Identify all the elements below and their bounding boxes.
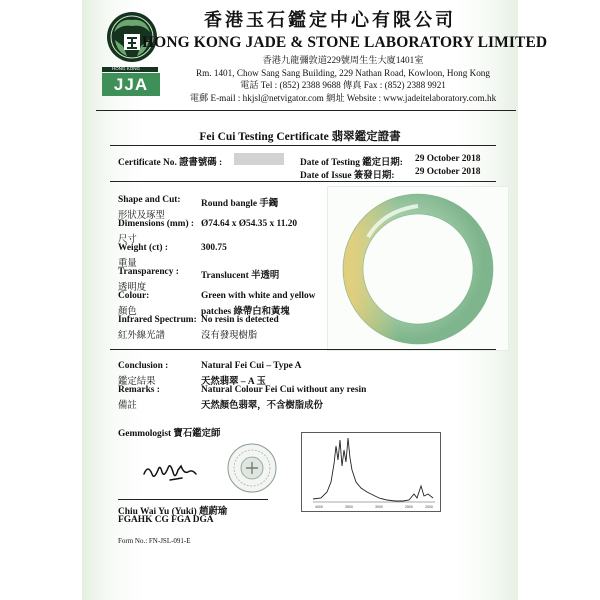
date-of-testing-label: Date of Testing 鑑定日期: xyxy=(300,158,403,168)
shape-label: Shape and Cut: xyxy=(118,195,181,205)
ir-spectrum-label-cn: 紅外線光譜 xyxy=(118,331,165,341)
company-address xyxy=(142,54,544,104)
email-website: 電郵 E-mail : hkjsl@netvigator.com 網址 Website : www.jadeitelaboratory.com.hk xyxy=(189,92,497,103)
remarks-label-cn: 備註 xyxy=(118,401,137,411)
date-of-testing-value: 29 October 2018 xyxy=(415,154,481,164)
colour-label: Colour: xyxy=(118,291,150,301)
company-name-cn: 香港玉石鑑定中心有限公司 xyxy=(204,10,456,30)
logo-band-text: HONG KONG xyxy=(112,66,141,71)
meta-divider xyxy=(110,181,496,182)
conclusion-value-cn: 天然翡翠 – A 玉 xyxy=(201,377,266,387)
gemmologist-credentials: FGAHK CG FGA DGA xyxy=(118,515,214,525)
remarks-value-cn: 天然顏色翡翠，不含樹脂成份 xyxy=(201,401,323,411)
spectrum-tick-1: 4000 xyxy=(315,505,323,509)
spectrum-tick-4: 2500 xyxy=(405,505,413,509)
weight-label: Weight (ct) : xyxy=(118,243,168,253)
address-en: Rm. 1401, Chow Sang Sang Building, 229 Nathan Road, Kowloon, Hong Kong xyxy=(196,67,490,78)
jja-logo: JJA xyxy=(102,73,160,96)
title-divider xyxy=(110,145,496,146)
form-number: Form No.: FN-JSL-091-E xyxy=(118,537,191,545)
handwritten-signature xyxy=(140,452,206,488)
conclusion-label-cn: 鑑定結果 xyxy=(118,377,156,387)
ir-spectrum-chart xyxy=(301,432,441,512)
spectrum-tick-2: 3500 xyxy=(345,505,353,509)
colour-label-cn: 顏色 xyxy=(118,307,137,317)
address-cn: 香港九龍彌敦道229號周生生大廈1401室 xyxy=(262,55,424,65)
spectrum-tick-5: 2000 xyxy=(425,505,433,509)
ir-spectrum-value: No resin is detected xyxy=(201,315,279,325)
weight-label-cn: 重量 xyxy=(118,259,137,269)
gemmologist-name: Chiu Wai Yu (Yuki) 趙蔚瑜 xyxy=(118,507,228,517)
company-name-en: HONG KONG JADE & STONE LABORATORY LIMITED xyxy=(142,34,548,51)
transparency-label: Transparency : xyxy=(118,267,179,277)
bangle-photo xyxy=(327,186,509,351)
ir-spectrum-label: Infrared Spectrum: xyxy=(118,315,197,325)
jade-bangle-image xyxy=(328,187,508,350)
remarks-value: Natural Colour Fei Cui without any resin xyxy=(201,385,367,395)
transparency-value: Translucent 半透明 xyxy=(201,271,280,281)
colour-value-line1: Green with white and yellow xyxy=(201,291,316,301)
dimensions-value: Ø74.64 x Ø54.35 x 11.20 xyxy=(201,219,298,229)
certificate-no-label: Certificate No. 證書號碼 : xyxy=(118,158,223,168)
signature-line xyxy=(118,499,268,500)
dimensions-label-cn: 尺寸 xyxy=(118,235,137,245)
shape-value: Round bangle 手鐲 xyxy=(201,199,279,209)
header-divider xyxy=(96,110,516,111)
certificate-title: Fei Cui Testing Certificate 翡翠鑑定證書 xyxy=(199,131,401,143)
colour-value-line2: patches 綠帶白和黃塊 xyxy=(201,307,290,317)
embossed-seal xyxy=(226,442,278,494)
date-of-issue-value: 29 October 2018 xyxy=(415,167,481,177)
spectrum-tick-3: 3000 xyxy=(375,505,383,509)
remarks-label: Remarks : xyxy=(118,385,160,395)
gemmologist-label: Gemmologist 寶石鑑定師 xyxy=(118,429,221,439)
transparency-label-cn: 透明度 xyxy=(118,283,147,293)
conclusion-label: Conclusion : xyxy=(118,361,169,371)
dimensions-label: Dimensions (mm) : xyxy=(118,219,195,229)
date-of-issue-label: Date of Issue 簽發日期: xyxy=(300,171,395,181)
shape-label-cn: 形狀及琢型 xyxy=(118,211,165,221)
fields-divider xyxy=(110,349,496,350)
conclusion-value: Natural Fei Cui – Type A xyxy=(201,361,302,371)
phone-fax: 電話 Tel : (852) 2388 9688 傳真 Fax : (852) 2388 9921 xyxy=(240,80,446,90)
certificate-no-redacted xyxy=(234,153,284,165)
ir-spectrum-value-cn: 沒有發現樹脂 xyxy=(201,331,258,341)
weight-value: 300.75 xyxy=(201,243,227,253)
